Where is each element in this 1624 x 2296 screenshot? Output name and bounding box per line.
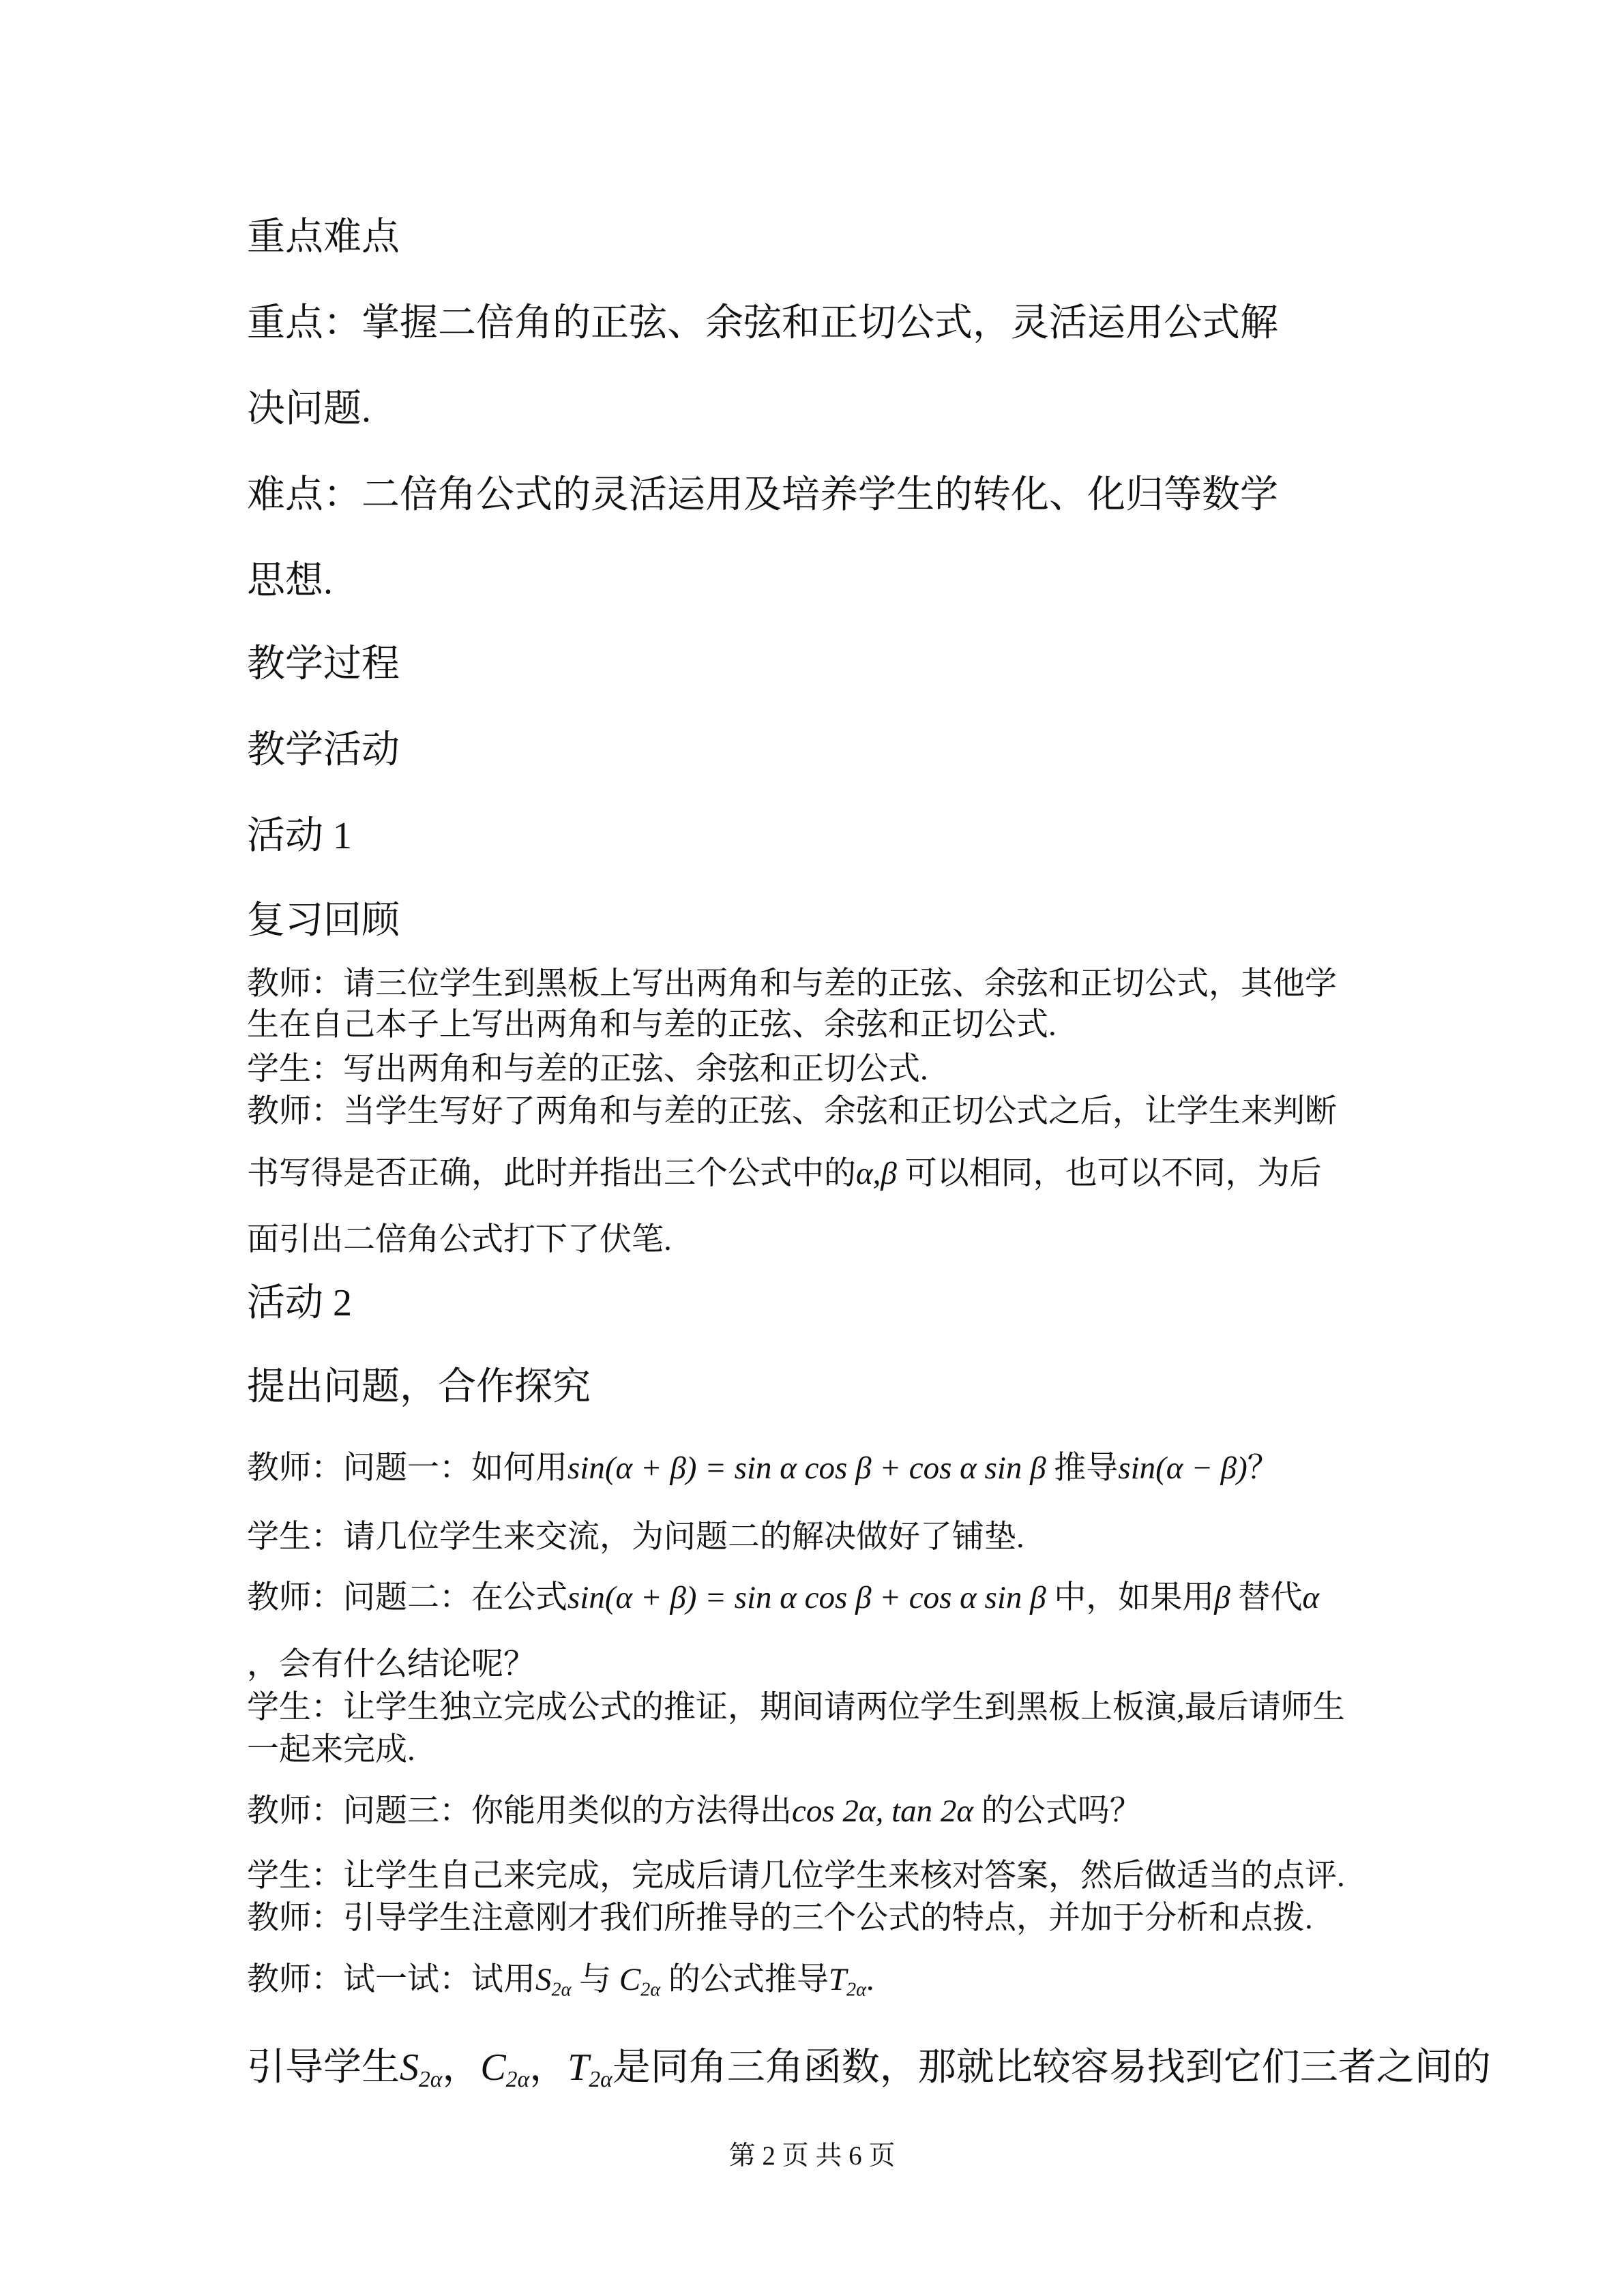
text: 书写得是否正确，此时并指出三个公式中的 [247, 1156, 856, 1191]
student-reply-2-line-2: 一起来完成. [247, 1732, 415, 1768]
math-alpha: α [1302, 1580, 1320, 1615]
math-symbol: S [535, 1962, 552, 1997]
page-footer: 第 2 页 共 6 页 [728, 2141, 896, 2171]
activity-2-subtitle: 提出问题，合作探究 [247, 1366, 591, 1408]
math-t2a [828, 1962, 866, 2001]
paragraph-teacher-2-line-1: 教师：当学生写好了两角和与差的正弦、余弦和正切公式之后，让学生来判断 [247, 1094, 1337, 1129]
math-alpha-beta: α,β [856, 1156, 897, 1191]
heading-teaching-activities: 教学活动 [247, 729, 400, 771]
math-s2a [535, 1962, 572, 2001]
math-symbol: T [567, 2046, 589, 2089]
question-1 [247, 1452, 1280, 1485]
question-2 [247, 1582, 1319, 1614]
subscript-2a: 2α [846, 1979, 866, 2001]
text: 推导 [1046, 1450, 1119, 1486]
try-it-line [247, 1964, 874, 2000]
text: 的公式吗？ [973, 1793, 1142, 1829]
math-beta: β [1214, 1580, 1230, 1615]
math-sum-formula: sin(α + β) = sin α cos β + cos α sin β [567, 1450, 1046, 1486]
paragraph-teacher-1-line-1: 教师：请三位学生到黑板上写出两角和与差的正弦、余弦和正切公式，其他学 [247, 966, 1337, 1002]
text: 教师：试一试：试用 [247, 1962, 535, 1997]
text: 与 [571, 1962, 619, 1997]
subscript-2a: 2α [640, 1979, 661, 2001]
math-symbol: T [828, 1962, 847, 1997]
paragraph-student-1: 学生：写出两角和与差的正弦、余弦和正切公式. [247, 1052, 928, 1087]
math-symbol: C [480, 2046, 506, 2089]
heading-key-points: 重点难点 [247, 216, 400, 258]
subscript-2a: 2α [589, 2067, 612, 2093]
math-symbol: S [400, 2046, 419, 2089]
text: 引导学生 [247, 2046, 400, 2089]
question-3 [247, 1795, 1142, 1828]
difficulty-line-2: 思想. [247, 560, 333, 602]
text: 是同角三角函数，那就比较容易找到它们三者之间的 [612, 2046, 1491, 2089]
difficulty-line-1: 难点：二倍角公式的灵活运用及培养学生的转化、化归等数学 [247, 474, 1278, 516]
text: 教师：问题二：在公式 [247, 1580, 567, 1615]
question-2-continued: ，会有什么结论呢？ [247, 1647, 535, 1682]
math-cos-tan-2a: cos 2α, tan 2α [792, 1793, 974, 1829]
text: 教师：问题三：你能用类似的方法得出 [247, 1793, 792, 1829]
teacher-guidance: 教师：引导学生注意刚才我们所推导的三个公式的特点，并加于分析和点拨. [247, 1900, 1313, 1936]
student-reply-3: 学生：让学生自己来完成，完成后请几位学生来核对答案，然后做适当的点评. [247, 1858, 1345, 1894]
math-symbol: C [619, 1962, 641, 1997]
text: . [866, 1962, 874, 1997]
math-difference: sin(α − β) [1118, 1450, 1247, 1486]
subscript-2a: 2α [505, 2067, 530, 2093]
text: 可以相同，也可以不同，为后 [896, 1156, 1322, 1191]
key-point-line-1: 重点：掌握二倍角的正弦、余弦和正切公式，灵活运用公式解 [247, 302, 1278, 344]
text: 中，如果用 [1046, 1580, 1215, 1615]
separator: ， [529, 2046, 568, 2089]
paragraph-teacher-1-line-2: 生在自己本子上写出两角和与差的正弦、余弦和正切公式. [247, 1007, 1057, 1043]
text: ？ [1247, 1450, 1280, 1486]
heading-teaching-process: 教学过程 [247, 643, 400, 685]
student-reply-2-line-1: 学生：让学生独立完成公式的推证，期间请两位学生到黑板上板演,最后请师生 [247, 1690, 1345, 1725]
guidance-line [247, 2048, 1491, 2091]
math-sum-formula: sin(α + β) = sin α cos β + cos α sin β [567, 1580, 1046, 1615]
student-reply-1: 学生：请几位学生来交流，为问题二的解决做好了铺垫. [247, 1519, 1024, 1555]
math-t2a [567, 2046, 612, 2093]
math-c2a [480, 2046, 530, 2093]
text: 教师：问题一：如何用 [247, 1450, 567, 1486]
paragraph-teacher-2-line-2 [247, 1158, 1322, 1190]
math-s2a [400, 2046, 443, 2093]
subscript-2a: 2α [551, 1979, 572, 2001]
separator: ， [442, 2046, 481, 2089]
activity-1-title: 活动 1 [247, 815, 352, 857]
key-point-line-2: 决问题. [247, 388, 371, 430]
text: 替代 [1230, 1580, 1303, 1615]
subscript-2a: 2α [419, 2067, 443, 2093]
paragraph-teacher-2-line-3: 面引出二倍角公式打下了伏笔. [247, 1222, 672, 1257]
math-c2a [619, 1962, 661, 2001]
activity-2-title: 活动 2 [247, 1282, 352, 1324]
activity-1-subtitle: 复习回顾 [247, 899, 400, 942]
text: 的公式推导 [660, 1962, 829, 1997]
